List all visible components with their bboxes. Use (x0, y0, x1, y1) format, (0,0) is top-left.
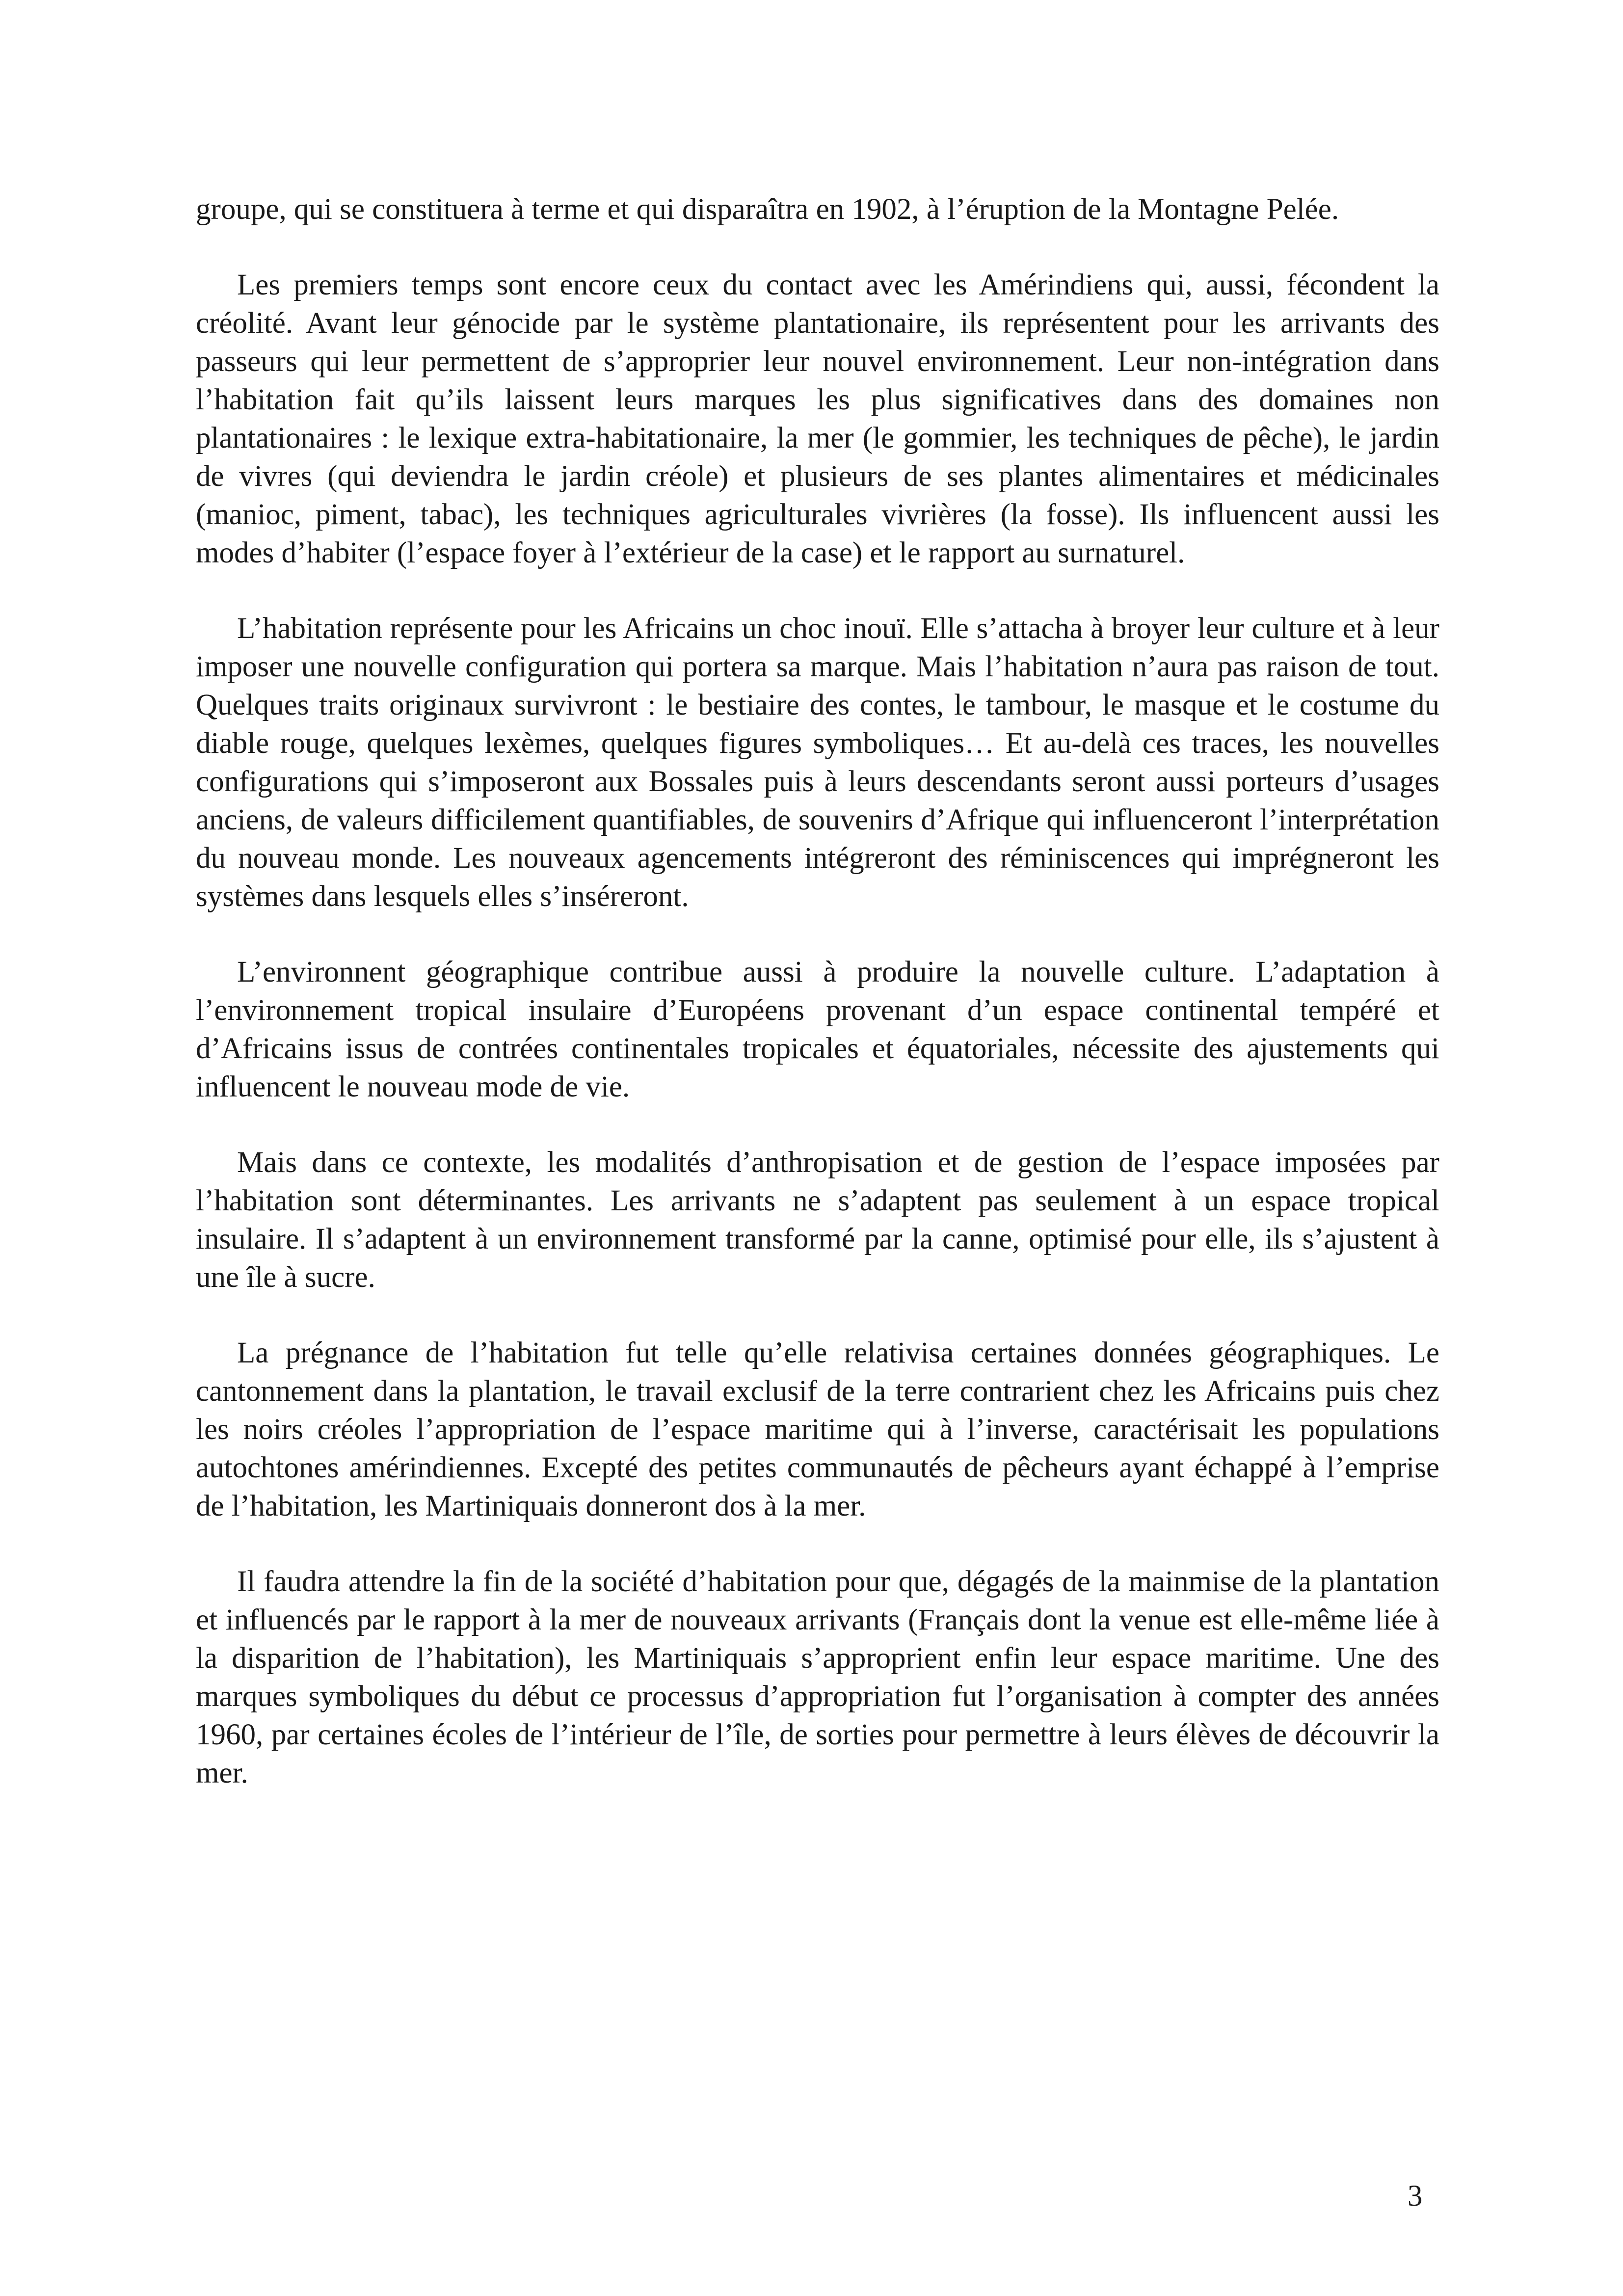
paragraph-continuation: groupe, qui se constituera à terme et qui disparaîtra en 1902, à l’éruption de la Montagne Pelée. (196, 193, 1339, 226)
paragraph-pregnance: La prégnance de l’habitation fut telle qu’elle relativisa certaines données géographiques. Le cantonnement dans la plantation, le travail exclusif de la terre contrarient chez les Africains puis chez les noirs créoles l’appropriation de l’espace maritime qui à l’inverse, caractérisait les populations autochtones amérindiennes. Excepté des petites communautés de pêcheurs ayant échappé à l’emprise de l’habitation, les Martiniquais donneront dos à la mer. (196, 1336, 1439, 1522)
paragraph-espace-maritime: Il faudra attendre la fin de la société d’habitation pour que, dégagés de la mainmise de la plantation et influencés par le rapport à la mer de nouveaux arrivants (Français dont la venue est elle-même liée à la disparition de l’habitation), les Martiniquais s’approprient enfin leur espace maritime. Une des marques symboliques du début ce processus d’appropriation fut l’organisation à compter des années 1960, par certaines écoles de l’intérieur de l’île, de sorties pour permettre à leurs élèves de découvrir la mer. (196, 1565, 1439, 1789)
paragraph-africains: L’habitation représente pour les Africains un choc inouï. Elle s’attacha à broyer leur culture et à leur imposer une nouvelle configuration qui portera sa marque. Mais l’habitation n’aura pas raison de tout. Quelques traits originaux survivront : le bestiaire des contes, le tambour, le masque et le costume du diable rouge, quelques lexèmes, quelques figures symboliques… Et au-delà ces traces, les nouvelles configurations qui s’imposeront aux Bossales puis à leurs descendants seront aussi porteurs d’usages anciens, de valeurs difficilement quantifiables, de souvenirs d’Afrique qui influenceront l’interprétation du nouveau monde. Les nouveaux agencements intégreront des réminiscences qui imprégneront les systèmes dans lesquels elles s’inséreront. (196, 612, 1439, 913)
paragraph-anthropisation: Mais dans ce contexte, les modalités d’anthropisation et de gestion de l’espace imposées par l’habitation sont déterminantes. Les arrivants ne s’adaptent pas seulement à un espace tropical insulaire. Il s’adaptent à un environnement transformé par la canne, optimisé pour elle, ils s’ajustent à une île à sucre. (196, 1146, 1439, 1294)
paragraph-amerindiens: Les premiers temps sont encore ceux du contact avec les Amérindiens qui, aussi, fécondent la créolité. Avant leur génocide par le système plantationaire, ils représentent pour les arrivants des passeurs qui leur permettent de s’approprier leur nouvel environnement. Leur non-intégration dans l’habitation fait qu’ils laissent leurs marques les plus significatives dans des domaines non plantationaires : le lexique extra-habitationaire, la mer (le gommier, les techniques de pêche), le jardin de vivres (qui deviendra le jardin créole) et plusieurs de ses plantes alimentaires et médicinales (manioc, piment, tabac), les techniques agriculturales vivrières (la fosse). Ils influencent aussi les modes d’habiter (l’espace foyer à l’extérieur de la case) et le rapport au surnaturel. (196, 268, 1439, 569)
page-number: 3 (1408, 2180, 1423, 2213)
paragraph-environnement: L’environnent géographique contribue aussi à produire la nouvelle culture. L’adaptation à l’environnement tropical insulaire d’Européens provenant d’un espace continental tempéré et d’Africains issus de contrées continentales tropicales et équatoriales, nécessite des ajustements qui influencent le nouveau mode de vie. (196, 956, 1439, 1103)
body-text (196, 190, 1439, 1830)
